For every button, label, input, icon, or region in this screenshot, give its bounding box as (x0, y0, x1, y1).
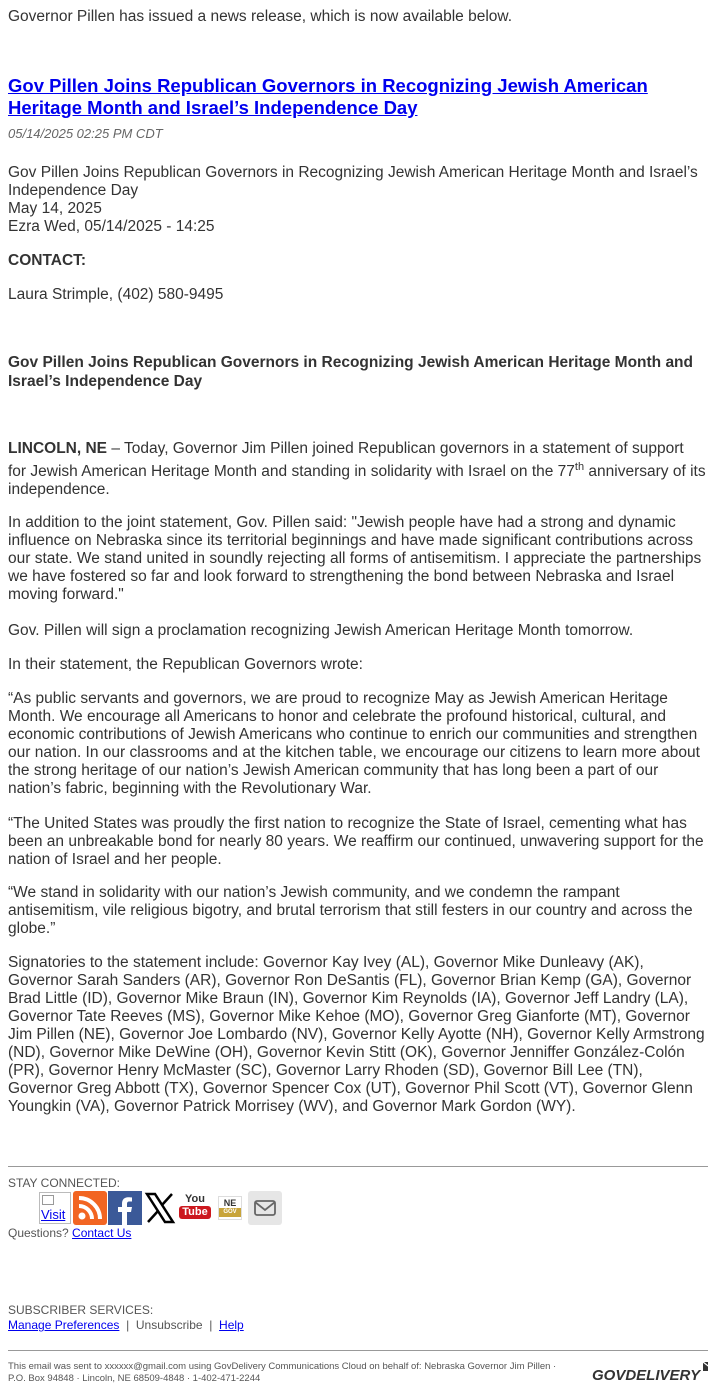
paragraph-6: “The United States was proudly the first nation to recognize the State of Israel, cementing what has been an unbreakable bond for nearly 80 years. We reaffirm our continued, unwavering support for the nation of Israel and her people. (8, 815, 704, 868)
separator: | (209, 1318, 213, 1332)
unsubscribe-link[interactable]: Unsubscribe (135, 1318, 203, 1332)
dateline: 05/14/2025 02:25 PM CDT (8, 126, 163, 141)
paragraph-1-b: anniversary of its independence. (8, 463, 706, 499)
disclaimer-line-2: P.O. Box 94848 · Lincoln, NE 68509-4848 · 1-402-471-2244 (8, 1373, 261, 1384)
superscript: th (574, 461, 585, 473)
paragraph-1 (8, 440, 706, 499)
visit-alt: Visit (41, 1207, 66, 1222)
subscriber-links (8, 1318, 244, 1332)
intro-text: Governor Pillen has issued a news release, which is now available below. (8, 8, 513, 25)
contact-label: CONTACT: (8, 252, 87, 269)
subscriber-services-label: SUBSCRIBER SERVICES: (8, 1303, 154, 1317)
govdelivery-text: GOVDELIVERY (592, 1367, 701, 1384)
youtube-tube: Tube (179, 1206, 211, 1219)
envelope-icon (702, 1358, 708, 1374)
release-meta (8, 164, 698, 236)
disclaimer-line-1: This email was sent to xxxxxx@gmail.com using GovDelivery Communications Cloud on behalf of: Nebraska Governor Jim Pillen · (8, 1361, 557, 1372)
release-title: Gov Pillen Joins Republican Governors in Recognizing Jewish American Heritage Month and Israel’s Independence Day (8, 164, 698, 199)
govdelivery-logo[interactable] (592, 1358, 708, 1384)
release-subhead: Gov Pillen Joins Republican Governors in Recognizing Jewish American Heritage Month and Israel’s Independence Day (8, 354, 693, 390)
facebook-icon[interactable] (108, 1191, 142, 1225)
headline-link[interactable]: Gov Pillen Joins Republican Governors in Recognizing Jewish American Heritage Month and Israel’s Independence Day (8, 75, 648, 118)
divider (8, 1166, 708, 1167)
questions-line (8, 1226, 131, 1240)
x-twitter-icon[interactable] (143, 1191, 177, 1225)
youtube-icon[interactable] (178, 1191, 212, 1225)
location: LINCOLN, NE (8, 440, 108, 457)
footer-disclaimer (8, 1361, 588, 1385)
youtube-you: You (185, 1193, 205, 1205)
paragraph-8: Signatories to the statement include: Governor Kay Ivey (AL), Governor Mike Dunleavy (AK), Governor Sarah Sanders (AR), Governor Ron DeSantis (FL), Governor Brian Kemp (GA), Governor Brad Little (ID), Governor Mike Braun (IN), Governor Kim Reynolds (IA), Governor Jeff Landry (LA), Governor Tate Reeves (MS), Governor Mike Kehoe (MO), Governor Greg Gianforte (MT), Governor Jim Pillen (NE), Governor Joe Lombardo (NV), Governor Kelly Ayotte (NH), Governor Kelly Armstrong (ND), Governor Mike DeWine (OH), Governor Kevin Stitt (OK), Governor Jenniffer González-Colón (PR), Governor Henry McMaster (SC), Governor Larry Rhoden (SD), Governor Bill Lee (TN), Governor Greg Abbott (TX), Governor Spencer Cox (UT), Governor Phil Scott (VT), Governor Glenn Youngkin (VA), Governor Patrick Morrisey (WV), and Governor Mark Gordon (WY). (8, 954, 705, 1115)
questions-label: Questions? (8, 1226, 69, 1240)
contact-name: Laura Strimple, (402) 580-9495 (8, 286, 224, 303)
visit-image-icon[interactable] (38, 1191, 72, 1225)
rss-icon[interactable] (73, 1191, 107, 1225)
email-icon[interactable] (248, 1191, 282, 1225)
release-date: May 14, 2025 (8, 200, 102, 217)
paragraph-2: In addition to the joint statement, Gov. Pillen said: "Jewish people have had a strong and dynamic influence on Nebraska since its territorial beginnings and have made significant contributions across our state. We stand united in soundly rejecting all forms of antisemitism. I appreciate the partnerships we have fostered so far and look forward to strengthening the bond between Nebraska and Israel moving forward." (8, 514, 702, 603)
paragraph-5: “As public servants and governors, we are proud to recognize May as Jewish American Heritage Month. We encourage all Americans to honor and celebrate the profound historical, cultural, and economic contributions of Jewish Americans who continue to enrich our communities and strengthen our nation. In our classrooms and at the kitchen table, we encourage our citizens to learn more about the strong heritage of our nation’s Jewish American community that has long been a part of our nation’s fabric, beginning with the Revolutionary War. (8, 690, 700, 797)
manage-preferences-link[interactable]: Manage Preferences (8, 1318, 120, 1332)
paragraph-1-a: – Today, Governor Jim Pillen joined Republican governors in a statement of support for Jewish American Heritage Month and standing in solidarity with Israel on the 77 (8, 440, 684, 481)
paragraph-7: “We stand in solidarity with our nation’s Jewish community, and we condemn the rampant antisemitism, vile religious bigotry, and brutal terrorism that still festers in our country and across the globe.” (8, 884, 693, 937)
ne-badge-gov: GOV (219, 1208, 241, 1217)
paragraph-3: Gov. Pillen will sign a proclamation recognizing Jewish American Heritage Month tomorrow. (8, 622, 634, 639)
release-author-line: Ezra Wed, 05/14/2025 - 14:25 (8, 218, 215, 235)
help-link[interactable]: Help (219, 1318, 244, 1332)
footer-divider (8, 1350, 708, 1351)
contact-us-link[interactable]: Contact Us (72, 1226, 132, 1240)
ne-badge-ne: NE (223, 1198, 237, 1208)
paragraph-4: In their statement, the Republican Governors wrote: (8, 656, 363, 673)
social-icons (38, 1191, 282, 1225)
separator: | (126, 1318, 130, 1332)
stay-connected-label: STAY CONNECTED: (8, 1176, 121, 1190)
ne-gov-icon[interactable] (213, 1191, 247, 1225)
